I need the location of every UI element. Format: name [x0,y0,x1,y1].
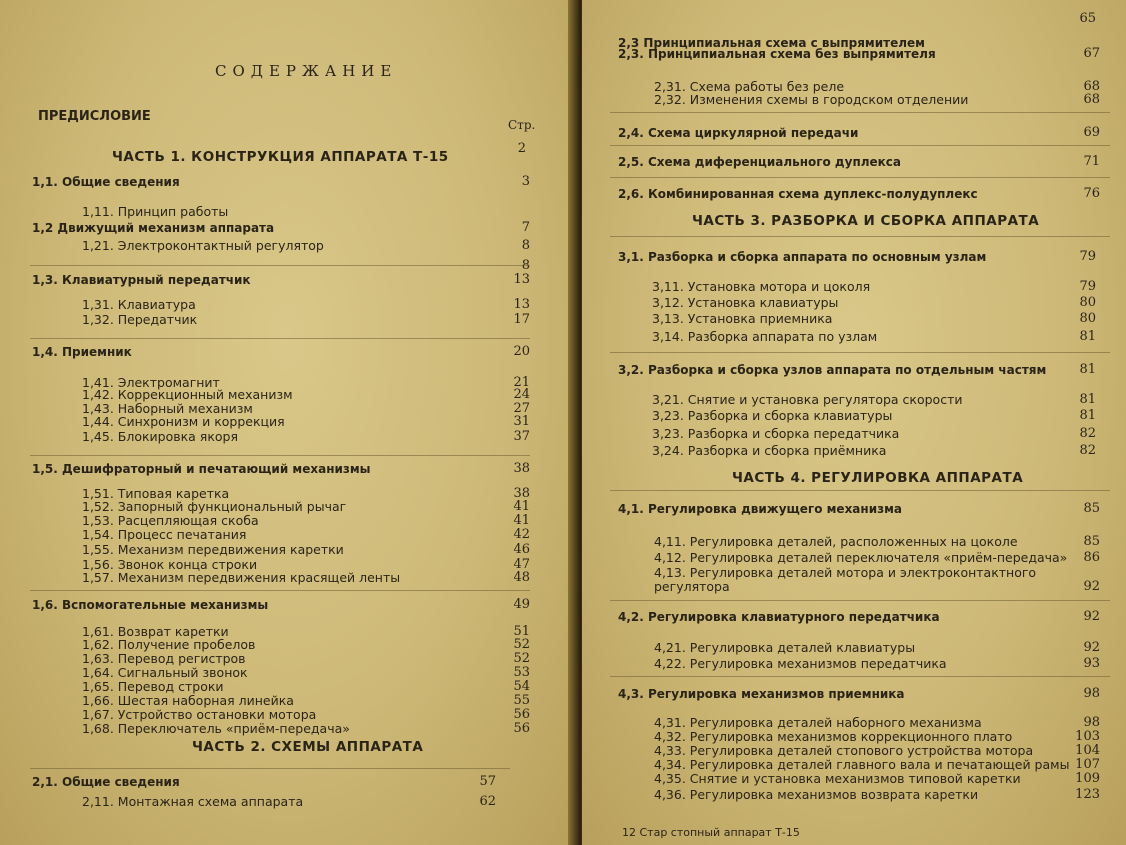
toc-page-number: 92 [1083,640,1100,655]
toc-subsection: 4,35. Снятие и установка механизмов типовой каретки [654,771,1021,786]
toc-page-number: 85 [1083,534,1100,549]
toc-subsection: 3,24. Разборка и сборка приёмника [652,443,887,458]
toc-page-number: 17 [513,312,530,327]
toc-subsection: 1,41. Электромагнит [82,375,220,390]
toc-subsection: 4,36. Регулировка механизмов возврата каретки [654,787,979,802]
preface-page: 2 [517,141,526,156]
toc-subsection: 2,32. Изменения схемы в городском отделении [654,92,969,107]
toc-subsection: 1,67. Устройство остановки мотора [82,707,317,722]
toc-page-number: 81 [1079,329,1096,344]
toc-page-number [490,259,530,273]
toc-section: 3,1. Разборка и сборка аппарата по основным узлам [618,250,987,264]
contents-title: СОДЕРЖАНИЕ [215,62,398,80]
toc-subsection: 1,42. Коррекционный механизм [82,387,293,402]
toc-subsection: 1,32. Передатчик [82,312,198,327]
toc-page-number: 103 [1075,729,1100,744]
toc-page-number: 68 [1083,79,1100,94]
toc-section: 2,4. Схема циркулярной передачи [618,126,859,140]
toc-section: 2,3 Принципиальная схема с выпрямителем [618,36,925,50]
toc-subsection: 1,53. Расцепляющая скоба [82,513,259,528]
toc-subsection: 3,21. Снятие и установка регулятора скорости [652,392,963,407]
page-footer: 12 Стар стопный аппарат Т-15 [622,826,800,839]
toc-subsection: 4,32. Регулировка механизмов коррекционного плато [654,729,1013,744]
toc-page-number: 71 [1083,154,1100,169]
toc-page-number: 27 [513,401,530,416]
toc-section: 3,2. Разборка и сборка узлов аппарата по отдельным частям [618,363,1047,377]
toc-page-number: 46 [513,542,530,557]
toc-subsection: 1,66. Шестая наборная линейка [82,693,294,708]
toc-section: 1,1. Общие сведения [32,175,180,189]
section-divider [610,676,1110,677]
toc-page-number: 68 [1083,92,1100,107]
toc-page-number: 123 [1075,787,1100,802]
toc-page-number: 109 [1075,771,1100,786]
right-page [582,0,1126,845]
toc-section: 1,3. Клавиатурный передатчик [32,273,251,287]
toc-subsection: 4,12. Регулировка деталей переключателя «приём-передача» [654,550,1068,565]
toc-page-number: 55 [513,693,530,708]
toc-page-number: 52 [513,637,530,652]
toc-section: 1,6. Вспомогательные механизмы [32,598,269,612]
section-divider [30,768,510,769]
toc-page-number: 47 [513,557,530,572]
toc-page-number: 79 [1079,279,1096,294]
toc-page-number: 82 [1079,443,1096,458]
toc-subsection: 3,11. Установка мотора и цоколя [652,279,871,294]
toc-page-number: 98 [1083,715,1100,730]
toc-page-number: 82 [1079,426,1096,441]
toc-subsection: 1,62. Получение пробелов [82,637,256,652]
section-divider [610,112,1110,113]
toc-page-number: 85 [1083,501,1100,516]
toc-page-number: 98 [1083,686,1100,701]
toc-page-number: 48 [513,570,530,585]
toc-subsection: 1,31. Клавиатура [82,297,196,312]
toc-subsection: 4,22. Регулировка механизмов передатчика [654,656,947,671]
toc-section: 4,2. Регулировка клавиатурного передатчика [618,610,940,624]
section-divider [30,338,530,339]
toc-subsection: 1,64. Сигнальный звонок [82,665,248,680]
section-divider [30,590,530,591]
toc-subsection: 1,55. Механизм передвижения каретки [82,542,344,557]
toc-subsection: 1,52. Запорный функциональный рычаг [82,499,347,514]
part3-heading: ЧАСТЬ 3. РАЗБОРКА И СБОРКА АППАРАТА [692,213,1040,229]
toc-subsection: 3,12. Установка клавиатуры [652,295,839,310]
toc-page-number: 3 [521,174,530,189]
toc-page-number: 79 [1079,249,1096,264]
toc-section: 1,5. Дешифраторный и печатающий механизмы [32,462,371,476]
toc-subsection: 1,45. Блокировка якоря [82,429,238,444]
toc-page-number: 41 [513,513,530,528]
toc-subsection: 1,21. Электроконтактный регулятор [82,238,324,253]
toc-subsection: 3,23. Разборка и сборка клавиатуры [652,408,893,423]
toc-page-number: 24 [513,387,530,402]
part1-heading: ЧАСТЬ 1. КОНСТРУКЦИЯ АППАРАТА Т-15 [112,149,449,165]
toc-page-number: 56 [513,707,530,722]
toc-page-number: 13 [513,297,530,312]
toc-subsection: 4,11. Регулировка деталей, расположенных на цоколе [654,534,1018,549]
toc-subsection: 1,63. Перевод регистров [82,651,246,666]
toc-page-number: 57 [479,774,496,789]
toc-page-number: 81 [1079,392,1096,407]
toc-subsection: 1,54. Процесс печатания [82,527,247,542]
toc-page-number: 86 [1083,550,1100,565]
part4-heading: ЧАСТЬ 4. РЕГУЛИРОВКА АППАРАТА [732,470,1024,486]
right-top-page: 65 [1079,11,1096,26]
toc-page-number: 81 [1079,408,1096,423]
toc-page-number: 38 [513,461,530,476]
toc-page-number: 80 [1079,311,1096,326]
toc-section: 1,4. Приемник [32,345,132,359]
toc-subsection: 1,11. Принцип работы [82,204,229,219]
section-divider [610,352,1110,353]
toc-subsection: 1,68. Переключатель «приём-передача» [82,721,350,736]
page-column-label: Стр. [508,118,536,132]
toc-subsection: 4,33. Регулировка деталей стопового устройства мотора [654,743,1034,758]
toc-section: 2,6. Комбинированная схема дуплекс-полудуплекс [618,187,978,201]
toc-subsection: 3,14. Разборка аппарата по узлам [652,329,878,344]
toc-page-number: 31 [513,414,530,429]
toc-page-number: 38 [513,486,530,501]
section-divider [610,145,1110,146]
toc-page-number: 20 [513,344,530,359]
toc-page-number: 37 [513,429,530,444]
toc-page-number: 104 [1075,743,1100,758]
toc-page-number: 76 [1083,186,1100,201]
toc-subsection: 1,51. Типовая каретка [82,486,230,501]
toc-subsection: 4,31. Регулировка деталей наборного механизма [654,715,982,730]
toc-subsection: 1,57. Механизм передвижения красящей ленты [82,570,401,585]
toc-page-number: 81 [1079,362,1096,377]
toc-page-number: 80 [1079,295,1096,310]
toc-section: 2,3. Принципиальная схема без выпрямителя [618,47,936,61]
toc-subsection: 1,61. Возврат каретки [82,624,229,639]
toc-page-number: 41 [513,499,530,514]
toc-page-number: 62 [479,794,496,809]
toc-page-number: 69 [1083,125,1100,140]
toc-subsection: 2,11. Монтажная схема аппарата [82,794,304,809]
toc-subsection: 1,43. Наборный механизм [82,401,253,416]
toc-page-number: 53 [513,665,530,680]
toc-section: 1,2 Движущий механизм аппарата [32,221,275,235]
toc-subsection: 2,31. Схема работы без реле [654,79,845,94]
section-divider [610,600,1110,601]
toc-section: 2,5. Схема диференциального дуплекса [618,155,902,169]
toc-page-number: 13 [513,272,530,287]
section-divider [610,177,1110,178]
toc-section: 4,1. Регулировка движущего механизма [618,502,902,516]
toc-subsection: 3,23. Разборка и сборка передатчика [652,426,900,441]
toc-page-number: 107 [1075,757,1100,772]
toc-page-number: 7 [521,220,530,235]
section-divider [30,455,530,456]
toc-page-number: 92 [1083,579,1100,594]
toc-subsection: 3,13. Установка приемника [652,311,833,326]
toc-page-number: 52 [513,651,530,666]
toc-page-number: 21 [513,375,530,390]
toc-page-number: 56 [513,721,530,736]
toc-page-number: 93 [1083,656,1100,671]
toc-page-number: 92 [1083,609,1100,624]
section-divider [610,236,1110,237]
toc-subsection: 1,65. Перевод строки [82,679,224,694]
toc-subsection: 4,34. Регулировка деталей главного вала и печатающей рамы [654,757,1070,772]
toc-subsection: 1,44. Синхронизм и коррекция [82,414,285,429]
toc-page-number: 49 [513,597,530,612]
section-divider [610,490,1110,491]
toc-subsection: регулятора [654,579,730,594]
part2-heading: ЧАСТЬ 2. СХЕМЫ АППАРАТА [192,739,424,755]
toc-subsection: 4,21. Регулировка деталей клавиатуры [654,640,916,655]
toc-subsection: 4,13. Регулировка деталей мотора и электроконтактного [654,565,1037,580]
toc-page-number: 8 [521,238,530,253]
section-divider [30,265,530,266]
toc-page-number: 42 [513,527,530,542]
preface-heading: ПРЕДИСЛОВИЕ [38,109,151,124]
toc-section: 4,3. Регулировка механизмов приемника [618,687,905,701]
toc-section: 2,1. Общие сведения [32,775,180,789]
toc-page-number: 51 [513,624,530,639]
toc-page-number: 54 [513,679,530,694]
toc-subsection: 1,56. Звонок конца строки [82,557,258,572]
toc-page-number: 67 [1083,46,1100,61]
